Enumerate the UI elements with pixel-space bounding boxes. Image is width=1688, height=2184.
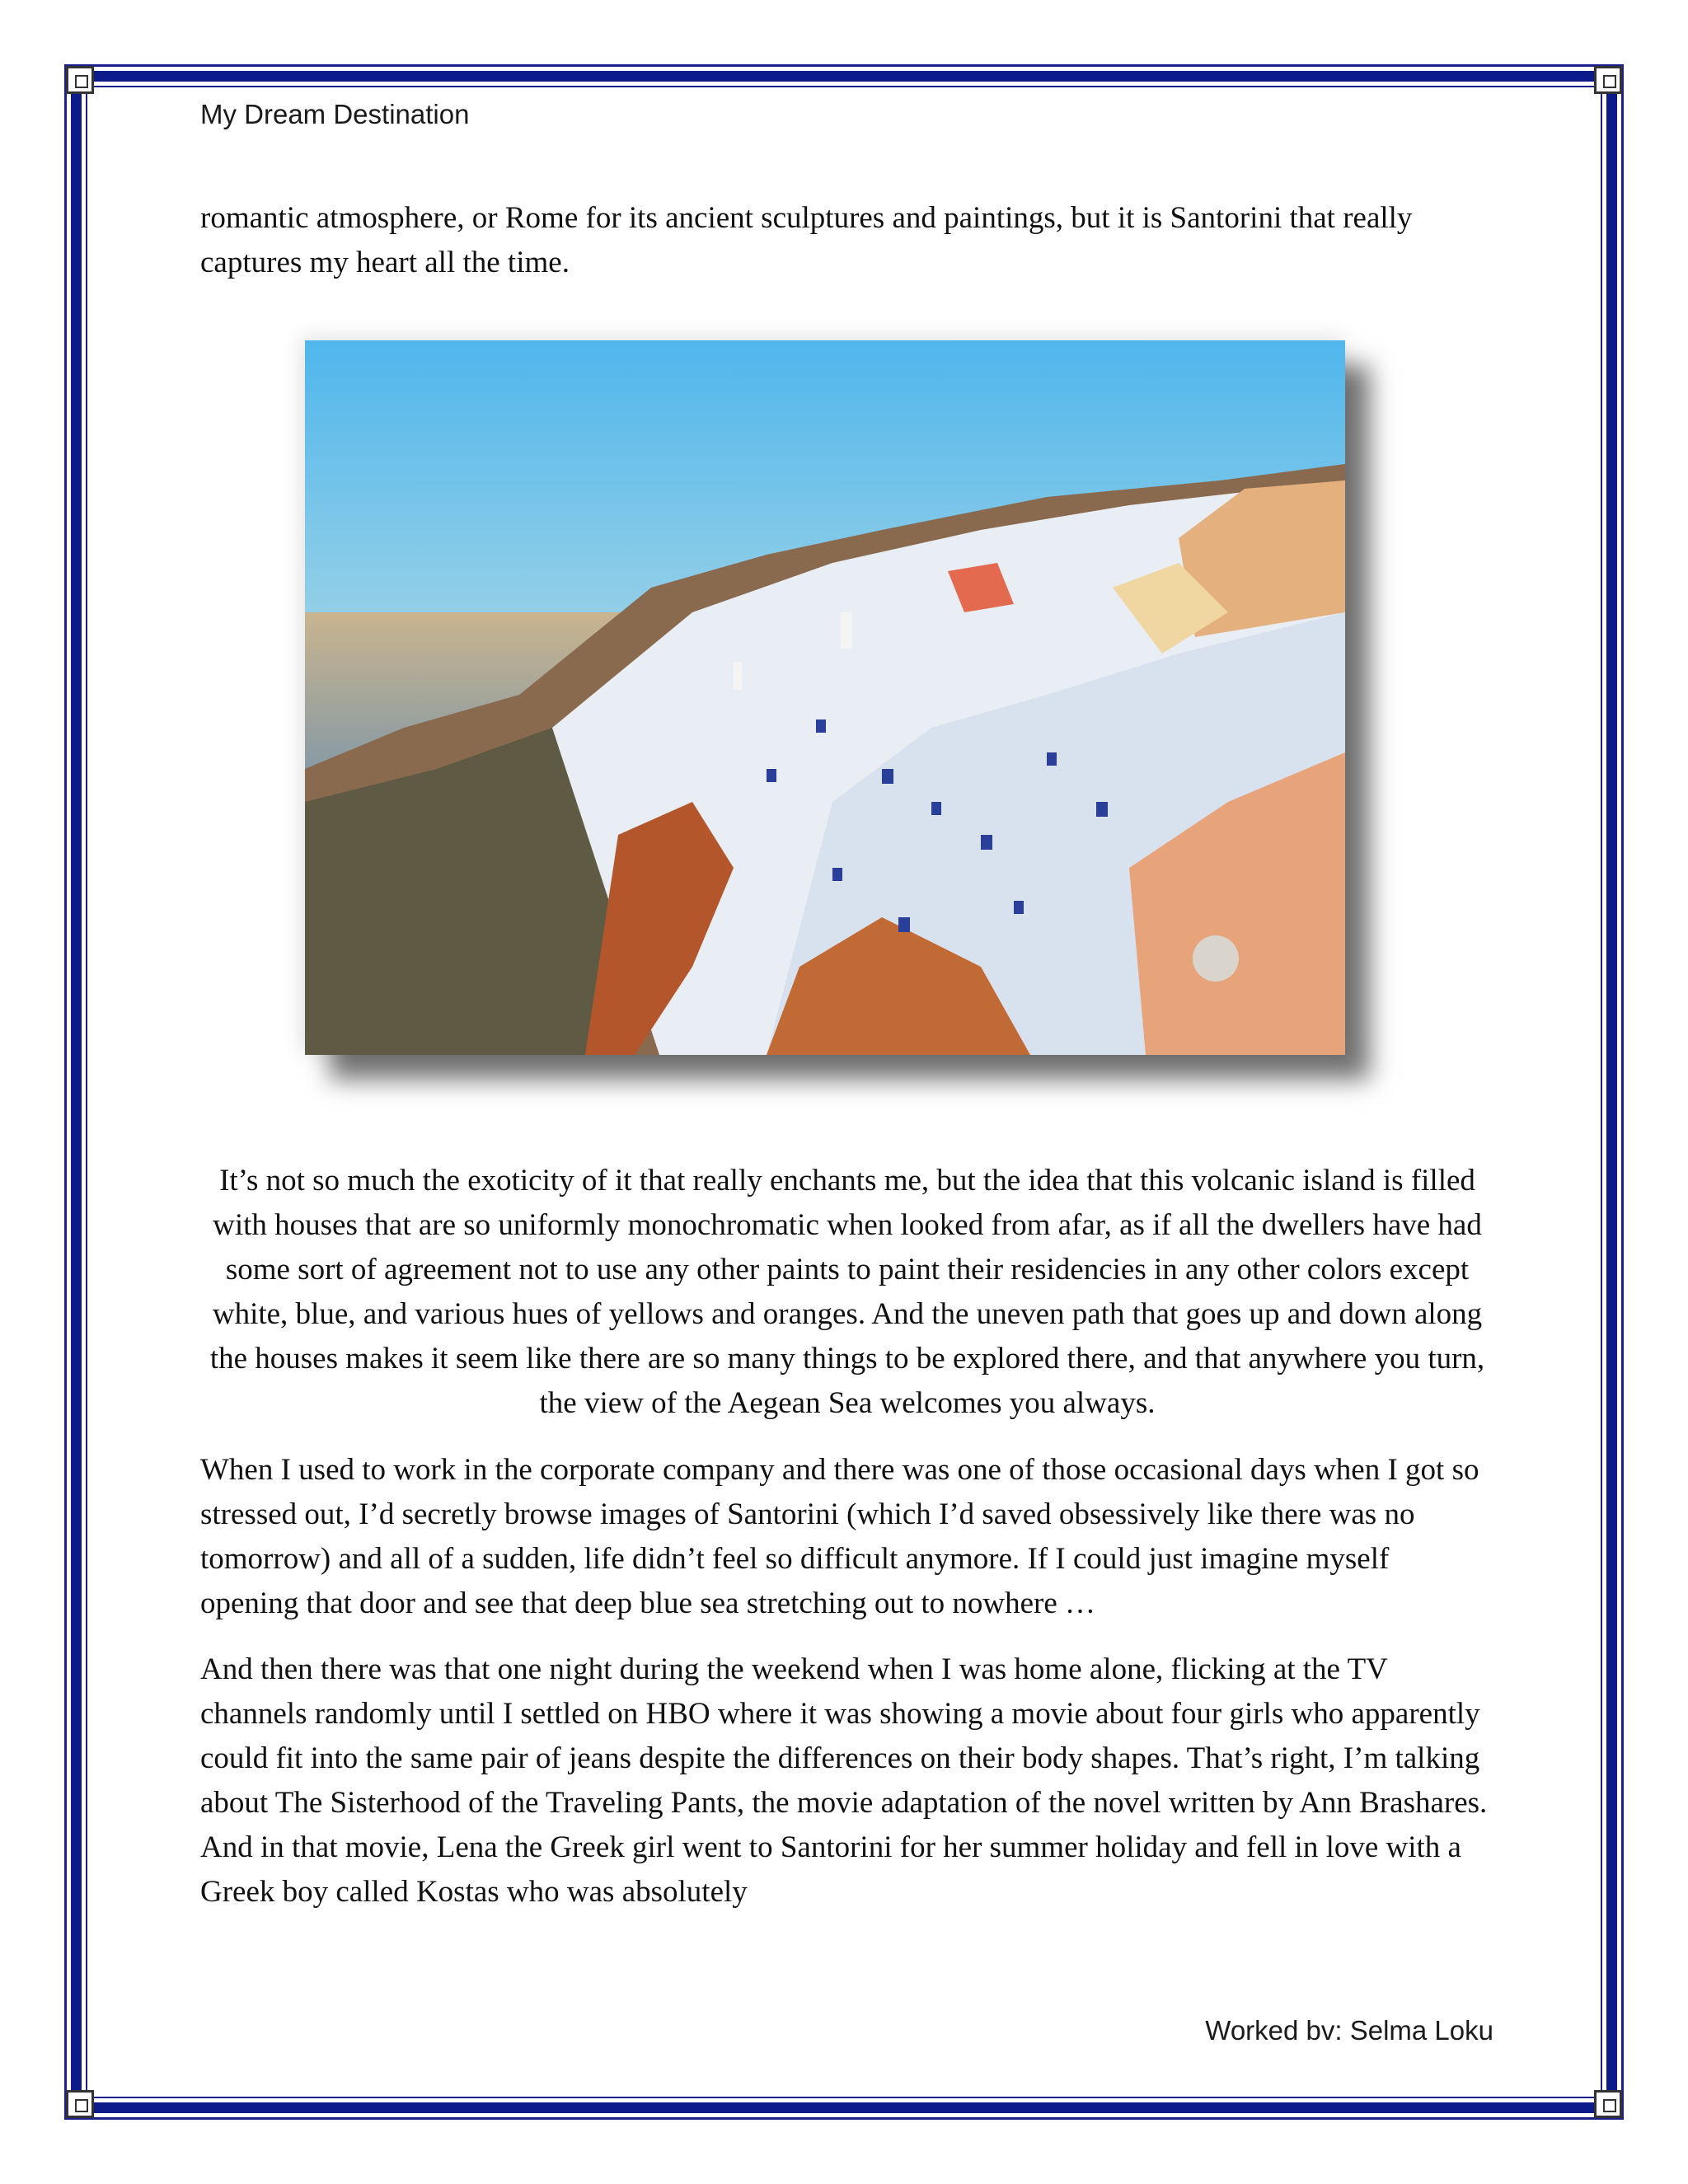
paragraph-exoticity: It’s not so much the exoticity of it that really enchants me, but the idea that this volcanic island is filled with houses that are so uniformly monochromatic when looked from afar, as if all the dwellers have had some sort of agreement not to use any other paints to paint their residencies in any other colors except white, blue, and various hues of yellows and oranges. And the uneven path that goes up and down along the houses makes it seem like there are so many things to be explored there, and that anywhere you turn, the view of the Aegean Sea welcomes you always. [209, 1164, 1485, 1420]
corner-ornament-bottom-left [66, 2090, 94, 2118]
paragraph-intro: romantic atmosphere, or Rome for its ancient sculptures and paintings, but it is Santorini that really captures my heart all the time. [200, 201, 1413, 279]
corner-ornament-bottom-right [1594, 2090, 1622, 2118]
page-footer-credit: Worked bv: Selma Loku [1205, 2015, 1493, 2046]
santorini-photo [305, 340, 1345, 1055]
page-header: My Dream Destination [200, 99, 470, 129]
corner-ornament-top-left [66, 66, 94, 94]
paragraph-corporate: When I used to work in the corporate company and there was one of those occasional days when I got so stressed out, I’d secretly browse images of Santorini (which I’d saved obsessively like there was no tomorrow) and all of a sudden, life didn’t feel so difficult anymore. If I could just imagine myself opening that door and see that deep blue sea stretching out to nowhere … [200, 1453, 1479, 1620]
corner-ornament-top-right [1594, 66, 1622, 94]
paragraph-movie: And then there was that one night during the weekend when I was home alone, flicking at the TV channels randomly until I settled on HBO where it was showing a movie about four girls who apparently could fit into the same pair of jeans despite the differences on their body shapes. That’s right, I’m talking about The Sisterhood of the Traveling Pants, the movie adaptation of the novel written by Ann Brashares. And in that movie, Lena the Greek girl went to Santorini for her summer holiday and fell in love with a Greek boy called Kostas who was absolutely [200, 1652, 1488, 1909]
